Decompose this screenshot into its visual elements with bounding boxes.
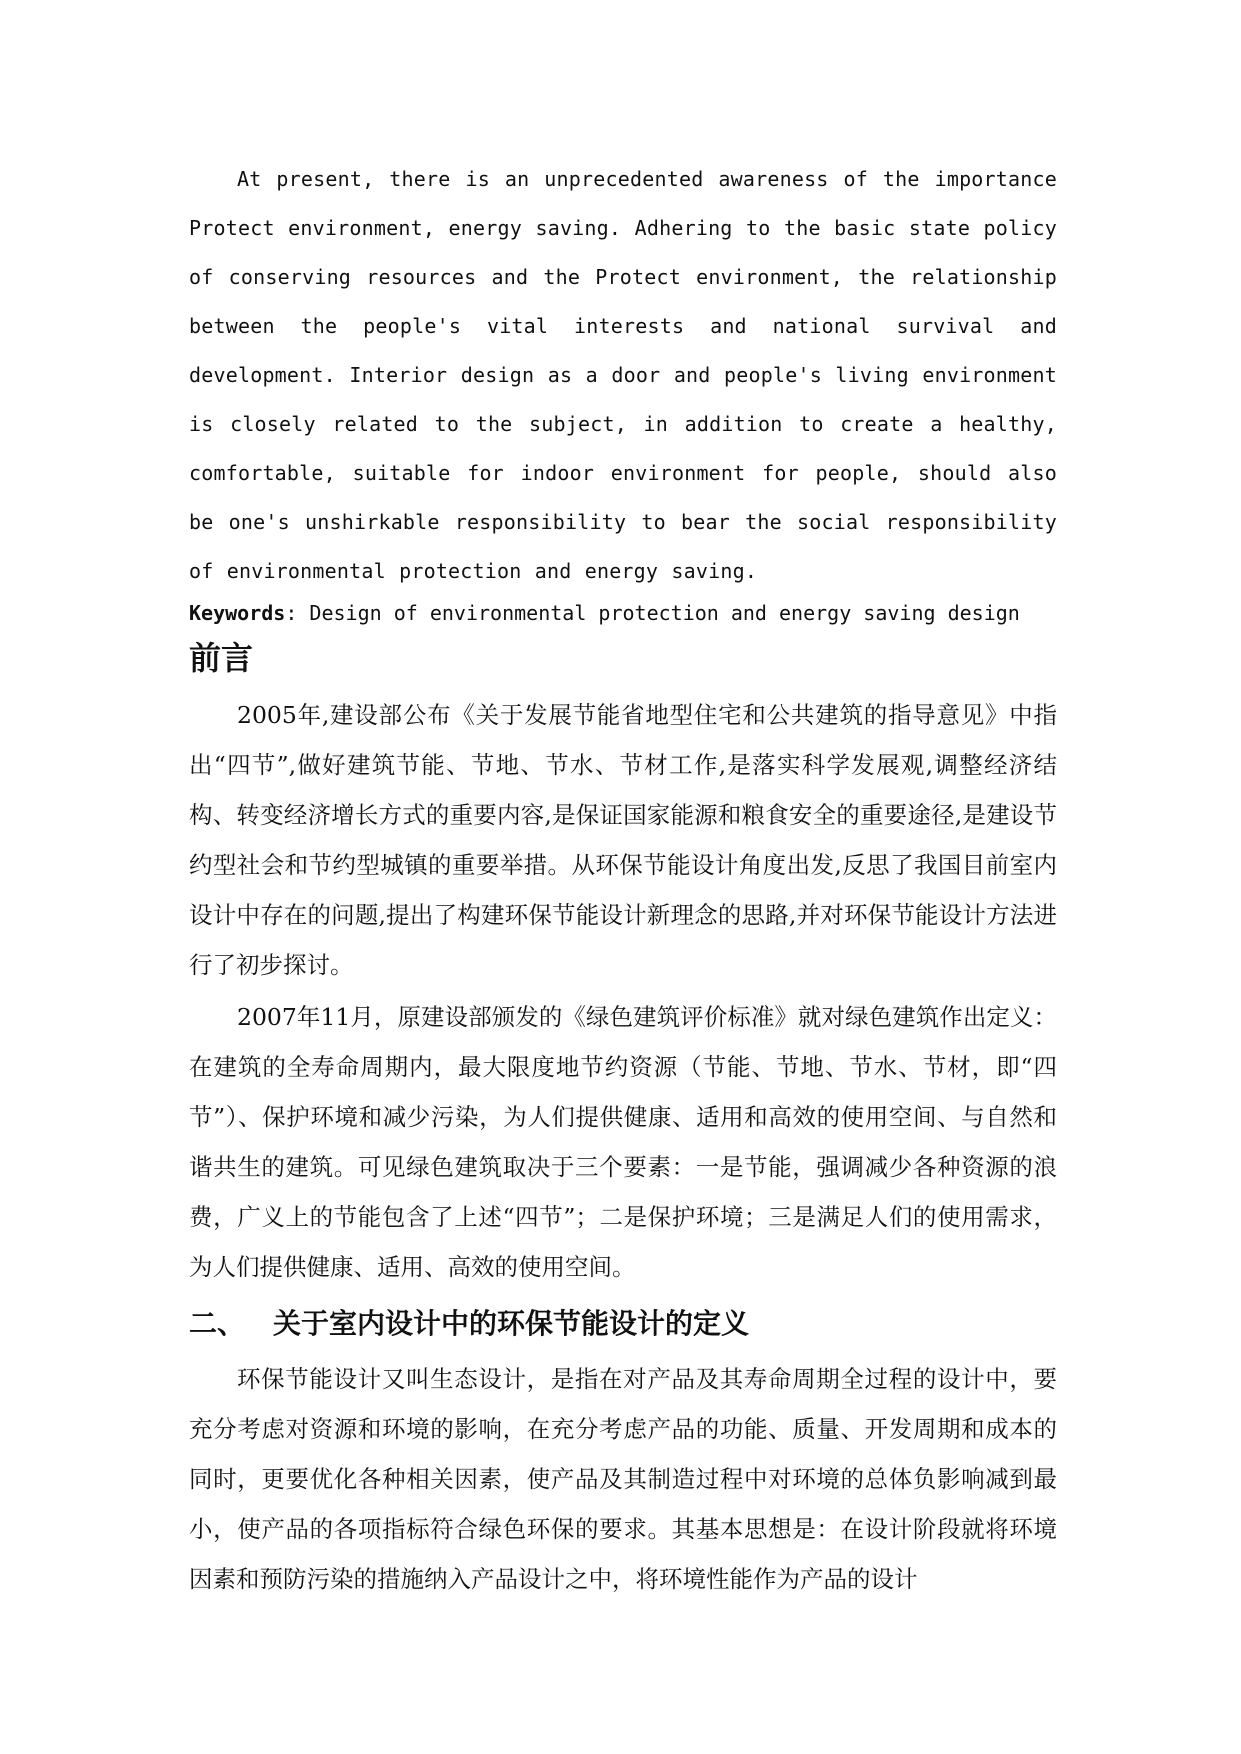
- keywords-separator: :: [285, 601, 298, 625]
- section-2-heading: [189, 1302, 1057, 1346]
- abstract-english-paragraph: At present, there is an unprecedented awareness of the importance Protect environment, energy saving. Adhering to the basic state policy of conserving resources and the Protect environment, the relationship between the people's vital interests and national survival and development. Interior design as a door and people's living environment is closely related to the subject, in addition to create a healthy, comfortable, suitable for indoor environment for people, should also be one's unshirkable responsibility to bear the social responsibility of environmental protection and energy saving.: [189, 167, 1057, 583]
- section-2-number: 二、: [189, 1307, 246, 1340]
- section-2-title: 关于室内设计中的环保节能设计的定义: [273, 1307, 750, 1340]
- preface-paragraph-1: 2005年,建设部公布《关于发展节能省地型住宅和公共建筑的指导意见》中指出“四节”,做好建筑节能、节地、节水、节材工作,是落实科学发展观,调整经济结构、转变经济增长方式的重要内容,是保证国家能源和粮食安全的重要途径,是建设节约型社会和节约型城镇的重要举措。从环保节能设计角度出发,反思了我国目前室内设计中存在的问题,提出了构建环保节能设计新理念的思路,并对环保节能设计方法进行了初步探讨。: [189, 701, 1057, 979]
- preface-heading: 前言: [189, 639, 254, 677]
- preface-paragraph-2: 2007年11月，原建设部颁发的《绿色建筑评价标准》就对绿色建筑作出定义：在建筑的全寿命周期内，最大限度地节约资源（节能、节地、节水、节材，即“四节”）、保护环境和减少污染，为人们提供健康、适用和高效的使用空间、与自然和谐共生的建筑。可见绿色建筑取决于三个要素：一是节能，强调减少各种资源的浪费，广义上的节能包含了上述“四节”；二是保护环境；三是满足人们的使用需求，为人们提供健康、适用、高效的使用空间。: [189, 1003, 1057, 1281]
- document-page: [189, 155, 1057, 1604]
- section-2-paragraph: 环保节能设计又叫生态设计，是指在对产品及其寿命周期全过程的设计中，要充分考虑对资源和环境的影响，在充分考虑产品的功能、质量、开发周期和成本的同时，更要优化各种相关因素，使产品及其制造过程中对环境的总体负影响减到最小，使产品的各项指标符合绿色环保的要求。其基本思想是：在设计阶段就将环境因素和预防污染的措施纳入产品设计之中，将环境性能作为产品的设计: [189, 1365, 1057, 1593]
- keywords-line: [189, 596, 1057, 630]
- keywords-text: Design of environmental protection and energy saving design: [297, 601, 1020, 625]
- keywords-label: Keywords: [189, 601, 286, 625]
